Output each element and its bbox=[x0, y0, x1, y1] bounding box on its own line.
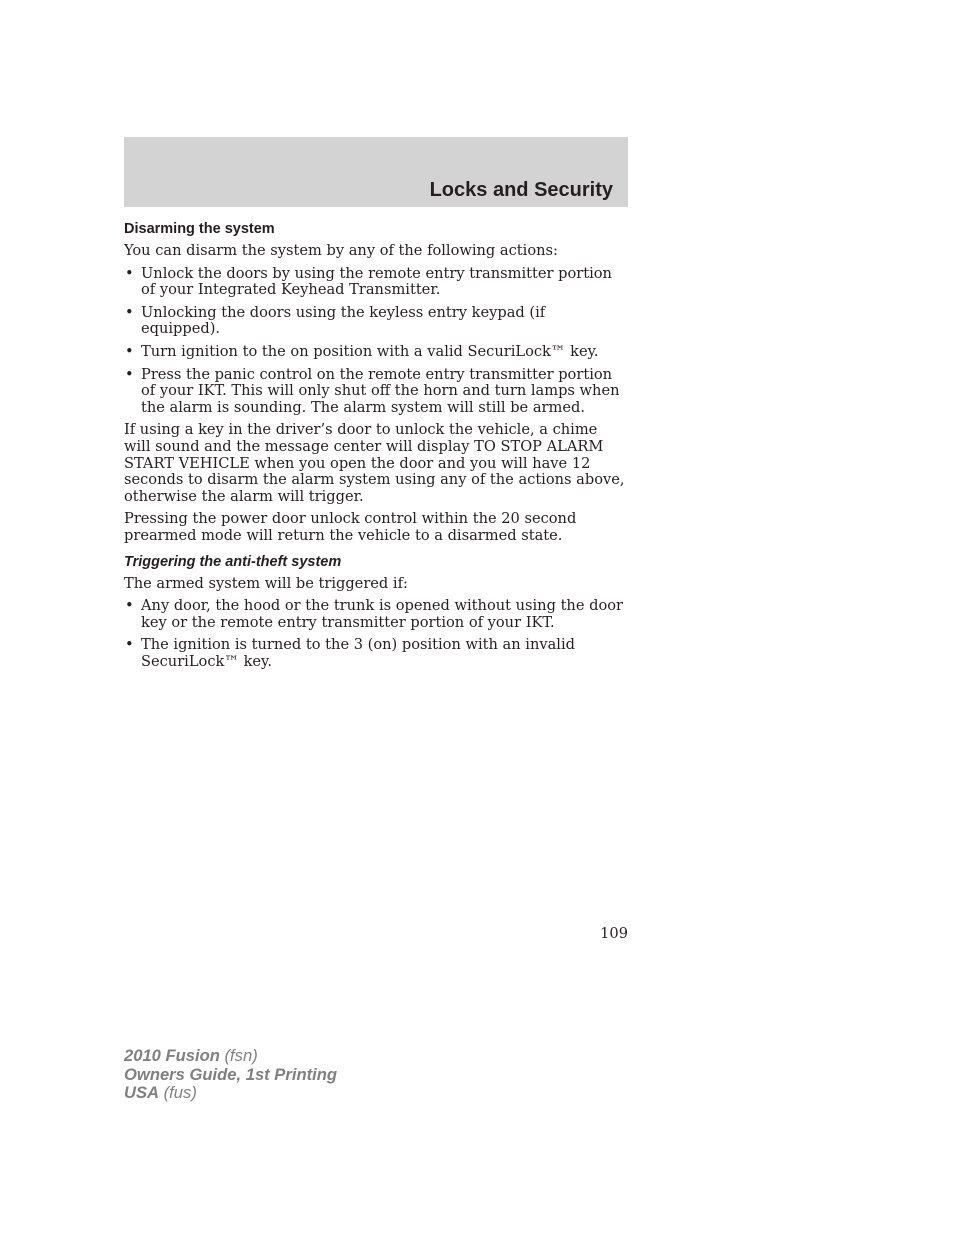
bullet-icon: • bbox=[125, 342, 134, 360]
list-item-text: The ignition is turned to the 3 (on) position with an invalid SecuriLock™ key. bbox=[141, 636, 575, 670]
disarming-action-list bbox=[124, 266, 628, 417]
bullet-icon: • bbox=[125, 597, 134, 615]
list-item-text: Unlock the doors by using the remote entry transmitter portion of your Integrated Keyhead Transmitter. bbox=[141, 264, 612, 299]
list-item bbox=[124, 266, 628, 299]
footer-printing: Owners Guide, 1st Printing bbox=[124, 1064, 337, 1084]
triggering-condition-list bbox=[124, 598, 628, 670]
footer-market-code: (fus) bbox=[159, 1083, 197, 1102]
footer-model-code: (fsn) bbox=[219, 1046, 258, 1065]
list-item bbox=[124, 367, 628, 417]
triggering-intro: The armed system will be triggered if: bbox=[124, 574, 408, 592]
page-number: 109 bbox=[600, 925, 628, 942]
footer-market: USA bbox=[124, 1083, 160, 1102]
list-item-text: Turn ignition to the on position with a valid SecuriLock™ key. bbox=[141, 342, 599, 360]
section-header-band bbox=[124, 137, 628, 207]
bullet-icon: • bbox=[125, 264, 134, 282]
disarming-intro: You can disarm the system by any of the following actions: bbox=[124, 242, 558, 259]
disarming-paragraph-prearmed: Pressing the power door unlock control within the 20 second prearmed mode will return the vehicle to a disarmed state. bbox=[124, 510, 577, 544]
page-content bbox=[124, 221, 628, 676]
footer-model-line bbox=[124, 1047, 337, 1066]
list-item bbox=[124, 598, 628, 631]
list-item bbox=[124, 305, 628, 338]
list-item-text: Any door, the hood or the trunk is opened without using the door key or the remote entry transmitter portion of your IKT. bbox=[141, 597, 623, 631]
bullet-icon: • bbox=[125, 636, 134, 654]
list-item-text: Press the panic control on the remote entry transmitter portion of your IKT. This will only shut off the horn and turn lamps when the alarm is sounding. The alarm system will still be armed. bbox=[141, 365, 620, 416]
disarming-paragraph-chime: If using a key in the driver’s door to unlock the vehicle, a chime will sound and the message center will display TO STOP ALARM START VEHICLE when you open the door and you will have 12 seconds to disarm the alarm system using any of the actions above, otherwise the alarm will trigger. bbox=[124, 421, 625, 505]
footer-model: 2010 Fusion bbox=[124, 1046, 220, 1065]
heading-triggering: Triggering the anti-theft system bbox=[124, 553, 342, 570]
document-footer bbox=[124, 1047, 337, 1103]
heading-disarming: Disarming the system bbox=[124, 221, 275, 237]
bullet-icon: • bbox=[125, 365, 134, 383]
section-title: Locks and Security bbox=[429, 179, 613, 201]
list-item bbox=[124, 344, 628, 361]
list-item-text: Unlocking the doors using the keyless entry keypad (if equipped). bbox=[141, 303, 546, 338]
list-item bbox=[124, 637, 628, 670]
footer-market-line bbox=[124, 1084, 337, 1103]
bullet-icon: • bbox=[125, 303, 134, 321]
